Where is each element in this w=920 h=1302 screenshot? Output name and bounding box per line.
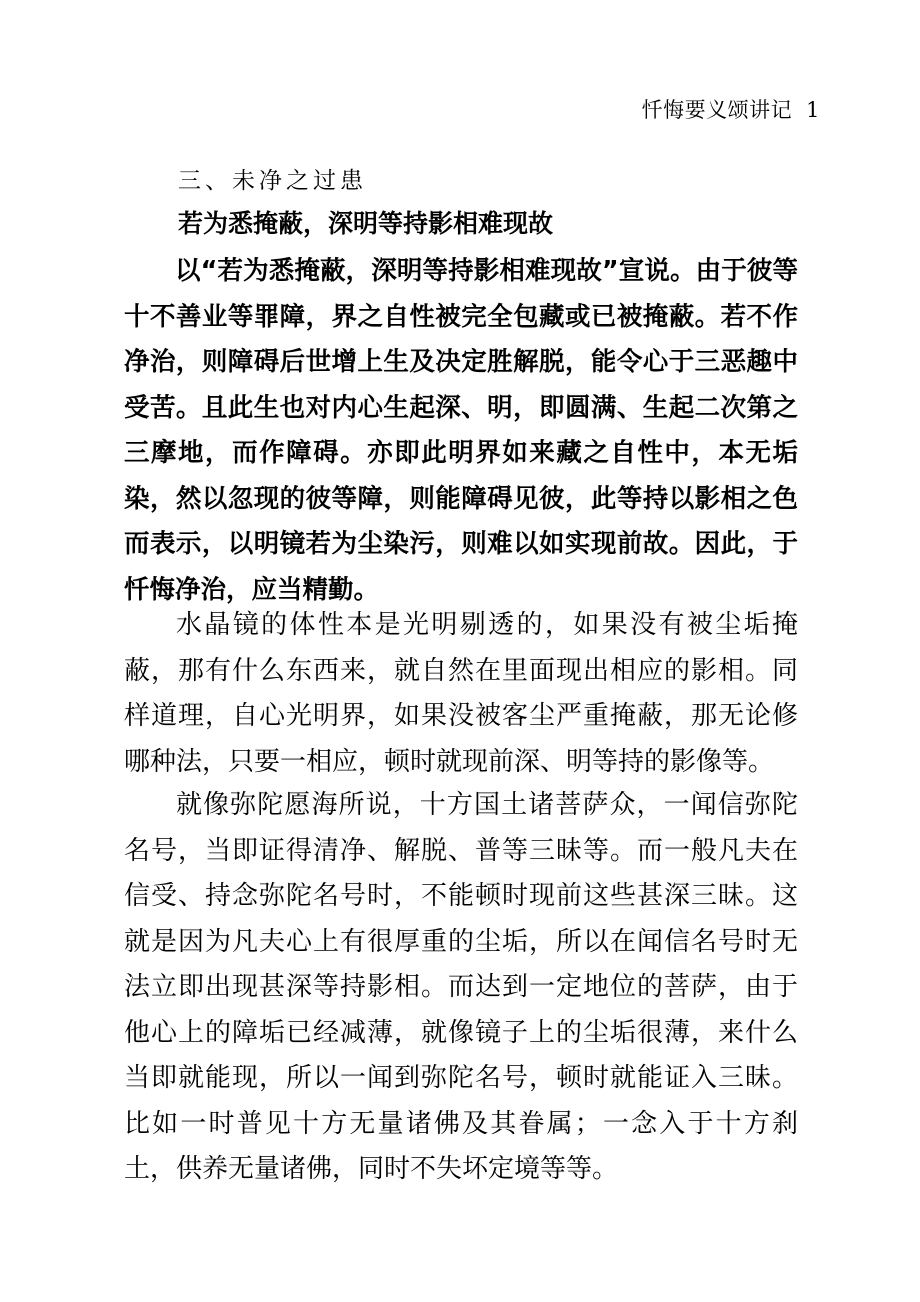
crystal-mirror-paragraph: 水晶镜的体性本是光明剔透的，如果没有被尘垢掩蔽，那有什么东西来，就自然在里面现出相应的影相。同样道理，自心光明界，如果没被客尘严重掩蔽，那无论修哪种法，只要一相应，顿时就现前深、明等持的影像等。 (124, 610, 798, 777)
section-heading: 三、未净之过患 (178, 168, 367, 194)
commentary-block (124, 249, 798, 613)
running-header (642, 96, 820, 124)
explanation-block-amitabha (124, 783, 798, 1193)
page-number: 1 (806, 98, 820, 122)
commentary-paragraph: 以“若为悉掩蔽，深明等持影相难现故”宣说。由于彼等十不善业等罪障，界之自性被完全包藏或已被掩蔽。若不作净治，则障碍后世增上生及决定胜解脱，能令心于三恶趣中受苦。且此生也对内心生起深、明，即圆满、生起二次第之三摩地，而作障碍。亦即此明界如来藏之自性中，本无垢染，然以忽现的彼等障，则能障碍见彼，此等持以影相之色而表示，以明镜若为尘染污，则难以如实现前故。因此，于忏悔净治，应当精勤。 (124, 256, 798, 605)
explanation-block-crystal-mirror (124, 603, 798, 785)
amitabha-paragraph: 就像弥陀愿海所说，十方国土诸菩萨众，一闻信弥陀名号，当即证得清净、解脱、普等三昧等。而一般凡夫在信受、持念弥陀名号时，不能顿时现前这些甚深三昧。这就是因为凡夫心上有很厚重的尘垢，所以在闻信名号时无法立即出现甚深等持影相。而达到一定地位的菩萨，由于他心上的障垢已经减薄，就像镜子上的尘垢很薄，来什么当即就能现，所以一闻到弥陀名号，顿时就能证入三昧。比如一时普见十方无量诸佛及其眷属；一念入于十方刹土，供养无量诸佛，同时不失坏定境等等。 (124, 790, 798, 1184)
verse-title: 若为悉掩蔽，深明等持影相难现故 (178, 209, 554, 238)
book-title: 忏悔要义颂讲记 (641, 98, 793, 122)
